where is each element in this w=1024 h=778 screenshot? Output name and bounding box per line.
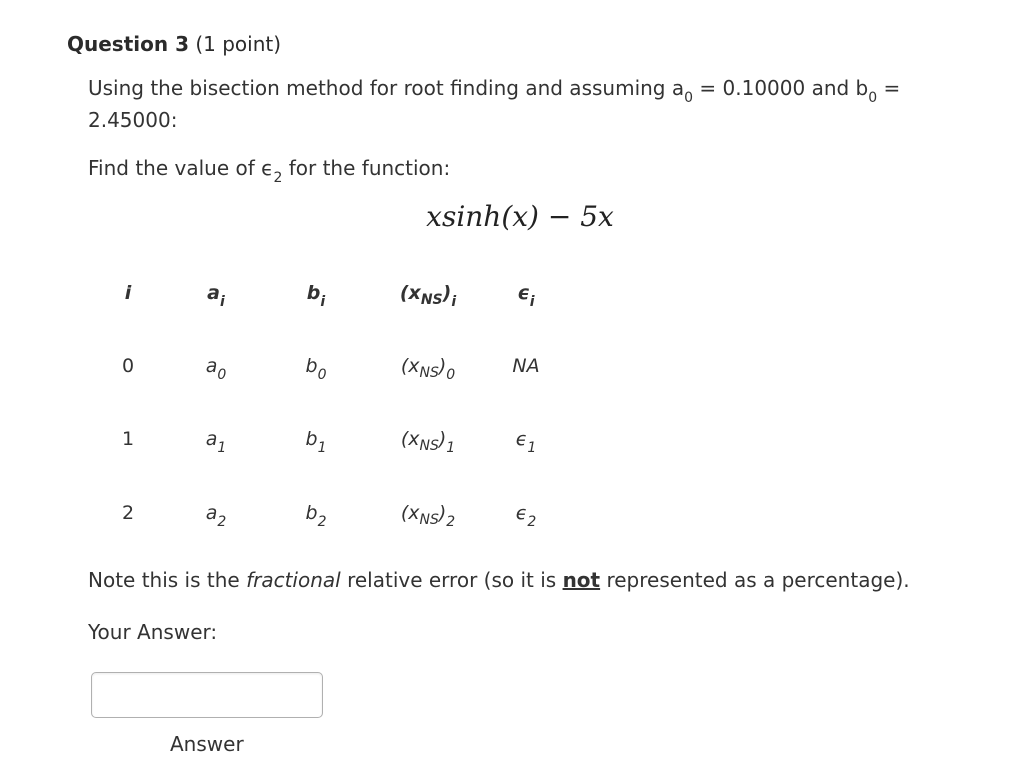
header-cell-xns — [378, 282, 478, 310]
cell-base: NA — [512, 355, 540, 377]
cell-subscript: 1 — [217, 440, 227, 456]
cell-close-paren: ) — [438, 428, 447, 450]
question-points: (1 point) — [195, 32, 282, 56]
question-prompt-line2: 2.45000: — [88, 108, 178, 132]
cell-base: a — [205, 355, 218, 377]
b0-subscript: 0 — [868, 90, 878, 106]
cell-ns-label: NS — [419, 365, 439, 381]
your-answer-label: Your Answer: — [88, 620, 218, 644]
cell-subscript: 1 — [317, 440, 327, 456]
cell-base: 2 — [121, 502, 135, 524]
note-emphasis: fractional — [246, 568, 341, 592]
table-cell-xns — [378, 355, 478, 383]
question-title — [67, 32, 281, 56]
table-cell-a — [166, 428, 266, 456]
cell-subscript: 2 — [446, 514, 456, 530]
cell-base: i — [124, 282, 132, 304]
cell-base: b — [306, 282, 321, 304]
question-prompt-line1 — [88, 76, 901, 106]
cell-base: 1 — [121, 428, 135, 450]
table-cell-i — [78, 502, 178, 524]
table-cell-xns — [378, 428, 478, 456]
cell-base: (x — [400, 428, 420, 450]
cell-subscript: 2 — [317, 514, 327, 530]
table-cell-epsilon — [476, 355, 576, 377]
table-cell-a — [166, 355, 266, 383]
cell-subscript: 0 — [317, 367, 327, 383]
cell-subscript: i — [451, 294, 457, 310]
table-cell-b — [266, 502, 366, 530]
cell-base: (x — [399, 282, 421, 304]
cell-subscript: 0 — [217, 367, 227, 383]
cell-base: a — [207, 282, 220, 304]
table-cell-a — [166, 502, 266, 530]
table-cell-b — [266, 355, 366, 383]
epsilon-subscript: 2 — [273, 170, 283, 186]
table-cell-epsilon — [476, 428, 576, 456]
cell-subscript: 2 — [217, 514, 227, 530]
cell-close-paren: ) — [438, 502, 447, 524]
a0-value: = 0.10000 and b — [699, 76, 869, 100]
answer-input-label: Answer — [170, 732, 244, 756]
cell-close-paren: ) — [438, 355, 447, 377]
header-cell-a — [166, 282, 266, 310]
table-cell-i — [78, 355, 178, 377]
a0-subscript: 0 — [684, 90, 694, 106]
table-cell-i — [78, 428, 178, 450]
cell-base: a — [205, 428, 218, 450]
note-text — [88, 568, 910, 592]
table-cell-epsilon — [476, 502, 576, 530]
cell-base: ϵ — [515, 502, 528, 524]
cell-ns-label: NS — [419, 438, 439, 454]
note-middle: relative error (so it is — [347, 568, 557, 592]
cell-subscript: 1 — [446, 440, 456, 456]
cell-base: ϵ — [517, 282, 530, 304]
header-cell-b — [266, 282, 366, 310]
cell-subscript: 0 — [446, 367, 456, 383]
cell-base: b — [305, 502, 318, 524]
table-cell-xns — [378, 502, 478, 530]
answer-input[interactable] — [91, 672, 323, 718]
b0-equals: = — [883, 76, 901, 100]
table-cell-b — [266, 428, 366, 456]
cell-ns-label: NS — [419, 512, 439, 528]
cell-base: ϵ — [515, 428, 528, 450]
question-number: Question 3 — [67, 32, 189, 56]
cell-subscript: 1 — [527, 440, 537, 456]
cell-base: b — [305, 355, 318, 377]
cell-close-paren: ) — [442, 282, 452, 304]
cell-base: a — [205, 502, 218, 524]
find-instruction — [88, 156, 451, 186]
function-formula: xsinh(x) − 5x — [426, 200, 614, 233]
cell-subscript: i — [529, 294, 535, 310]
header-cell-epsilon — [476, 282, 576, 310]
cell-base: 0 — [121, 355, 135, 377]
note-strong: not — [562, 568, 601, 592]
cell-ns-label: NS — [420, 292, 443, 308]
cell-base: (x — [400, 502, 420, 524]
cell-base: (x — [400, 355, 420, 377]
prompt-text: Using the bisection method for root finding and assuming a — [88, 76, 685, 100]
find-text: Find the value of ϵ — [88, 156, 274, 180]
cell-subscript: i — [220, 294, 225, 310]
header-cell-i — [78, 282, 178, 304]
note-after: represented as a percentage). — [606, 568, 910, 592]
note-before: Note this is the — [88, 568, 240, 592]
cell-subscript: i — [320, 294, 326, 310]
cell-base: b — [305, 428, 318, 450]
find-text-after: for the function: — [288, 156, 451, 180]
cell-subscript: 2 — [527, 514, 537, 530]
